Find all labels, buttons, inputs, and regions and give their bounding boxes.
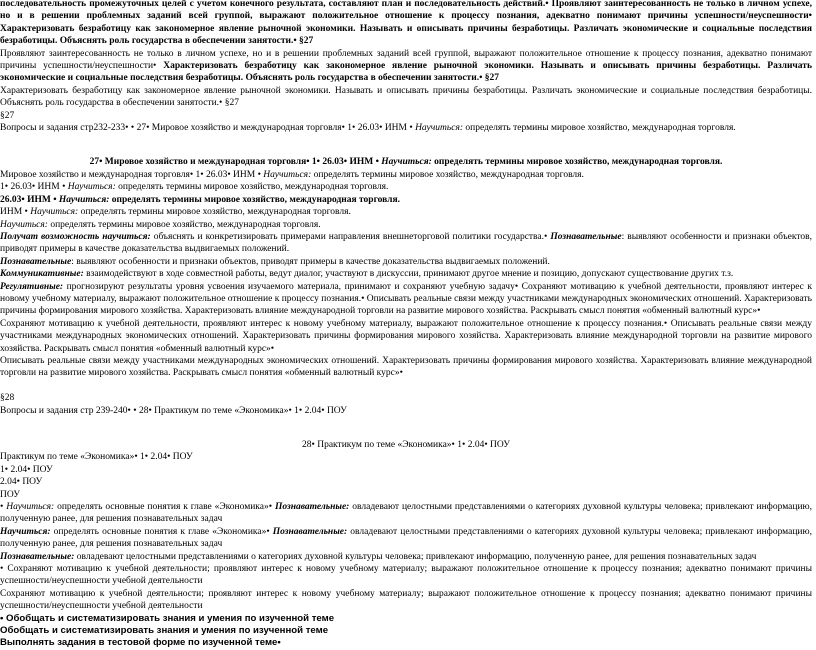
text-run: определять термины мировое хозяйство, международная торговля.: [78, 207, 351, 218]
text-run: определять термины мировое хозяйство, международная торговля.: [115, 182, 389, 193]
text-paragraph: [0, 281, 812, 318]
text-run: овладевают целостными представлениями о категориях духовной культуры человека; привлекают информацию, полученную ранее, для решения познавательных задач: [0, 502, 812, 525]
emphasis-text: 27• Мировое хозяйство и международная торговля• 1• 26.03• ИНМ •: [89, 157, 382, 168]
text-run: определять термины мировое хозяйство, международная торговля.: [47, 219, 321, 230]
text-paragraph: [0, 563, 812, 588]
text-run: Мировое хозяйство и международная торговля• 1• 26.03• ИНМ •: [0, 169, 264, 180]
text-paragraph: [0, 256, 812, 268]
text-paragraph: [0, 526, 812, 551]
text-run: Описывать реальные связи между участниками международных экономических отношений. Характеризовать причины формирования мирового хозяйства. Характеризовать влияние международной торговли на развитие мирового хозяйства. Раскрывать смысл понятия «обменный валютный курс»•: [0, 355, 812, 379]
text-run: определять термины мировое хозяйство, международная торговля.: [463, 123, 736, 134]
text-paragraph: [0, 392, 812, 404]
text-run: ИНМ •: [0, 207, 31, 218]
text-run: определять основные понятия к главе «Экономика»•: [54, 502, 275, 513]
text-run: Практикум по теме «Экономика»• 1• 2.04• ПОУ: [0, 452, 193, 463]
text-run: Проявляют заинтересованность не только в личном успехе, но и в решении проблемных заданий всей группой, выражают положительное отношение к процессу познания, адекватно понимают причины успешности/неуспешности•: [0, 48, 812, 72]
emphasis-text: Познавательные:: [274, 502, 350, 513]
text-run: овладевают целостными представлениями о категориях духовной культуры человека; привлекают информацию, полученную ранее, для решения познавательных задач: [74, 551, 757, 562]
emphasis-text: Получат возможность научиться:: [0, 231, 151, 242]
text-paragraph: [0, 613, 812, 625]
text-paragraph: [0, 489, 812, 501]
text-paragraph: [0, 156, 812, 168]
text-paragraph: [0, 464, 812, 476]
text-paragraph: [0, 169, 812, 181]
text-run: взаимодействуют в ходе совместной работы, ведут диалог, участвуют в дискуссии, принимают другое мнение и позицию, допускают существование других т.з.: [83, 269, 734, 280]
text-paragraph: [0, 501, 812, 526]
text-run: • Сохраняют мотивацию к учебной деятельности; проявляют интерес к новому учебному материалу; выражают положительное отношение к процессу познания; адекватно понимают причины успешности/неуспешности учебной деятельности: [0, 564, 812, 587]
emphasis-text: Научиться:: [0, 526, 51, 537]
text-run: Выполнять задания в тестовой форме по изученной теме•: [0, 637, 281, 649]
text-paragraph: [0, 318, 812, 355]
text-paragraph: [0, 476, 812, 488]
text-paragraph: [0, 588, 812, 613]
text-run: объяснять и конкретизировать примерами направления внешнеторговой политики государства.•: [150, 231, 551, 242]
emphasis-text: Научиться:: [30, 207, 79, 218]
text-run: Сохраняют мотивацию к учебной деятельности; проявляют интерес к новому учебному материалу; выражают положительное отношение к процессу познания; адекватно понимают причины успешности/неуспешности учебной деятельности: [0, 588, 812, 612]
text-paragraph: [0, 451, 812, 463]
text-paragraph: [0, 551, 812, 563]
text-paragraph: [0, 48, 812, 85]
text-run: ПОУ: [0, 489, 20, 500]
text-paragraph: [0, 181, 812, 193]
text-paragraph: [0, 625, 812, 637]
text-paragraph: [0, 110, 812, 122]
text-run: •: [0, 502, 7, 513]
text-run: : выявляют особенности и признаки объектов, приводят примеры в качестве доказательства выдвигаемых положений.: [0, 231, 812, 255]
emphasis-text: Познавательные:: [0, 551, 75, 562]
emphasis-text: Научиться:: [0, 219, 48, 230]
text-paragraph: [0, 0, 812, 48]
text-run: определять основные понятия к главе «Экономика»•: [50, 526, 273, 537]
emphasis-text: последовательность промежуточных целей с учетом конечного результата, составляют план и последовательность действий.• Проявляют заинтересованность не только в личном успехе, но и в решении проблемных заданий всей группой, выражают положительное отношение к процессу познания, адекватно понимают причины успешности/неуспешности• Характеризовать безработицу как закономерное явление рыночной экономики. Называть и описывать причины безработицы. Различать экономические и социальные последствия безработицы. Объяснять роль государства в обеспечении занятости.• §27: [0, 0, 812, 47]
text-run: §27: [0, 110, 15, 121]
text-run: • Обобщать и систематизировать знания и умения по изученной теме: [0, 612, 335, 624]
text-run: 2.04• ПОУ: [0, 477, 43, 488]
emphasis-text: 26.03• ИНМ •: [0, 194, 59, 205]
text-paragraph: [0, 219, 812, 231]
text-paragraph: [0, 637, 812, 649]
text-run: определять термины мировое хозяйство, международная торговля.: [311, 169, 584, 180]
text-paragraph: [0, 405, 812, 417]
emphasis-text: Научиться:: [6, 502, 55, 513]
text-paragraph: [0, 194, 812, 206]
paragraph-spacer: [0, 380, 812, 392]
emphasis-text: Научиться:: [415, 123, 464, 134]
text-paragraph: [0, 355, 812, 380]
emphasis-text: Научиться:: [67, 182, 116, 193]
emphasis-text: Коммуникативные:: [0, 269, 84, 280]
text-paragraph: [0, 231, 812, 256]
emphasis-text: Регулятивные:: [0, 281, 64, 292]
paragraph-spacer: [0, 134, 812, 156]
emphasis-text: Научиться:: [381, 157, 432, 168]
text-paragraph: [0, 206, 812, 218]
paragraph-spacer: [0, 417, 812, 439]
text-run: Вопросы и задания стр232-233• • 27• Мировое хозяйство и международная торговля• 1• 26.03• ИНМ •: [0, 123, 416, 134]
text-run: Характеризовать безработицу как закономерное явление рыночной экономики. Называть и описывать причины безработицы. Различать экономические и социальные последствия безработицы. Объяснять роль государства в обеспечении занятости.• §27: [0, 85, 812, 109]
text-run: 28• Практикум по теме «Экономика»• 1• 2.04• ПОУ: [302, 439, 510, 450]
emphasis-text: Познавательные: [0, 256, 72, 267]
text-run: 1• 2.04• ПОУ: [0, 464, 53, 475]
emphasis-text: определять термины мировое хозяйство, международная торговля.: [109, 194, 401, 205]
text-run: §28: [0, 393, 15, 404]
text-run: 1• 26.03• ИНМ •: [0, 182, 68, 193]
emphasis-text: Научиться:: [263, 169, 312, 180]
text-paragraph: [0, 85, 812, 110]
text-run: Обобщать и систематизировать знания и умения по изученной теме: [0, 625, 329, 637]
text-run: : выявляют особенности и признаки объектов, приводят примеры в качестве доказательства выдвигаемых положений.: [71, 256, 550, 267]
emphasis-text: Научиться:: [58, 194, 110, 205]
emphasis-text: Познавательные: [550, 231, 622, 242]
emphasis-text: Познавательные:: [272, 526, 348, 537]
text-run: Вопросы и задания стр 239-240• • 28• Практикум по теме «Экономика»• 1• 2.04• ПОУ: [0, 405, 347, 416]
text-paragraph: [0, 439, 812, 451]
text-paragraph: [0, 122, 812, 134]
emphasis-text: Характеризовать безработицу как закономерное явление рыночной экономики. Называть и описывать причины безработицы. Различать экономические и социальные последствия безработицы. Объяснять роль государства в обеспечении занятости.• §27: [0, 61, 812, 84]
text-run: овладевают целостными представлениями о категориях духовной культуры человека; привлекают информацию, полученную ранее, для решения познавательных задач: [0, 526, 812, 550]
text-run: Сохраняют мотивацию к учебной деятельности, проявляют интерес к новому учебному материалу, выражают положительное отношение к процессу познания.• Описывать реальные связи между участниками международных экономических отношений. Характеризовать причины формирования мирового хозяйства. Характеризовать влияние международной торговли на развитие мирового хозяйства. Раскрывать смысл понятия «обменный валютный курс»•: [0, 318, 812, 354]
text-paragraph: [0, 268, 812, 280]
text-run: прогнозируют результаты уровня усвоения изучаемого материала, принимают и сохраняют учебную задачу• Сохраняют мотивацию к учебной деятельности, проявляют интерес к новому учебному материалу, выражают положительное отношение к процессу познания.• Описывать реальные связи между участниками международных экономических отношений. Характеризовать причины формирования мирового хозяйства. Характеризовать влияние международной торговли на развитие мирового хозяйства. Раскрывать смысл понятия «обменный валютный курс»•: [0, 281, 812, 317]
emphasis-text: определять термины мировое хозяйство, международная торговля.: [431, 157, 723, 168]
